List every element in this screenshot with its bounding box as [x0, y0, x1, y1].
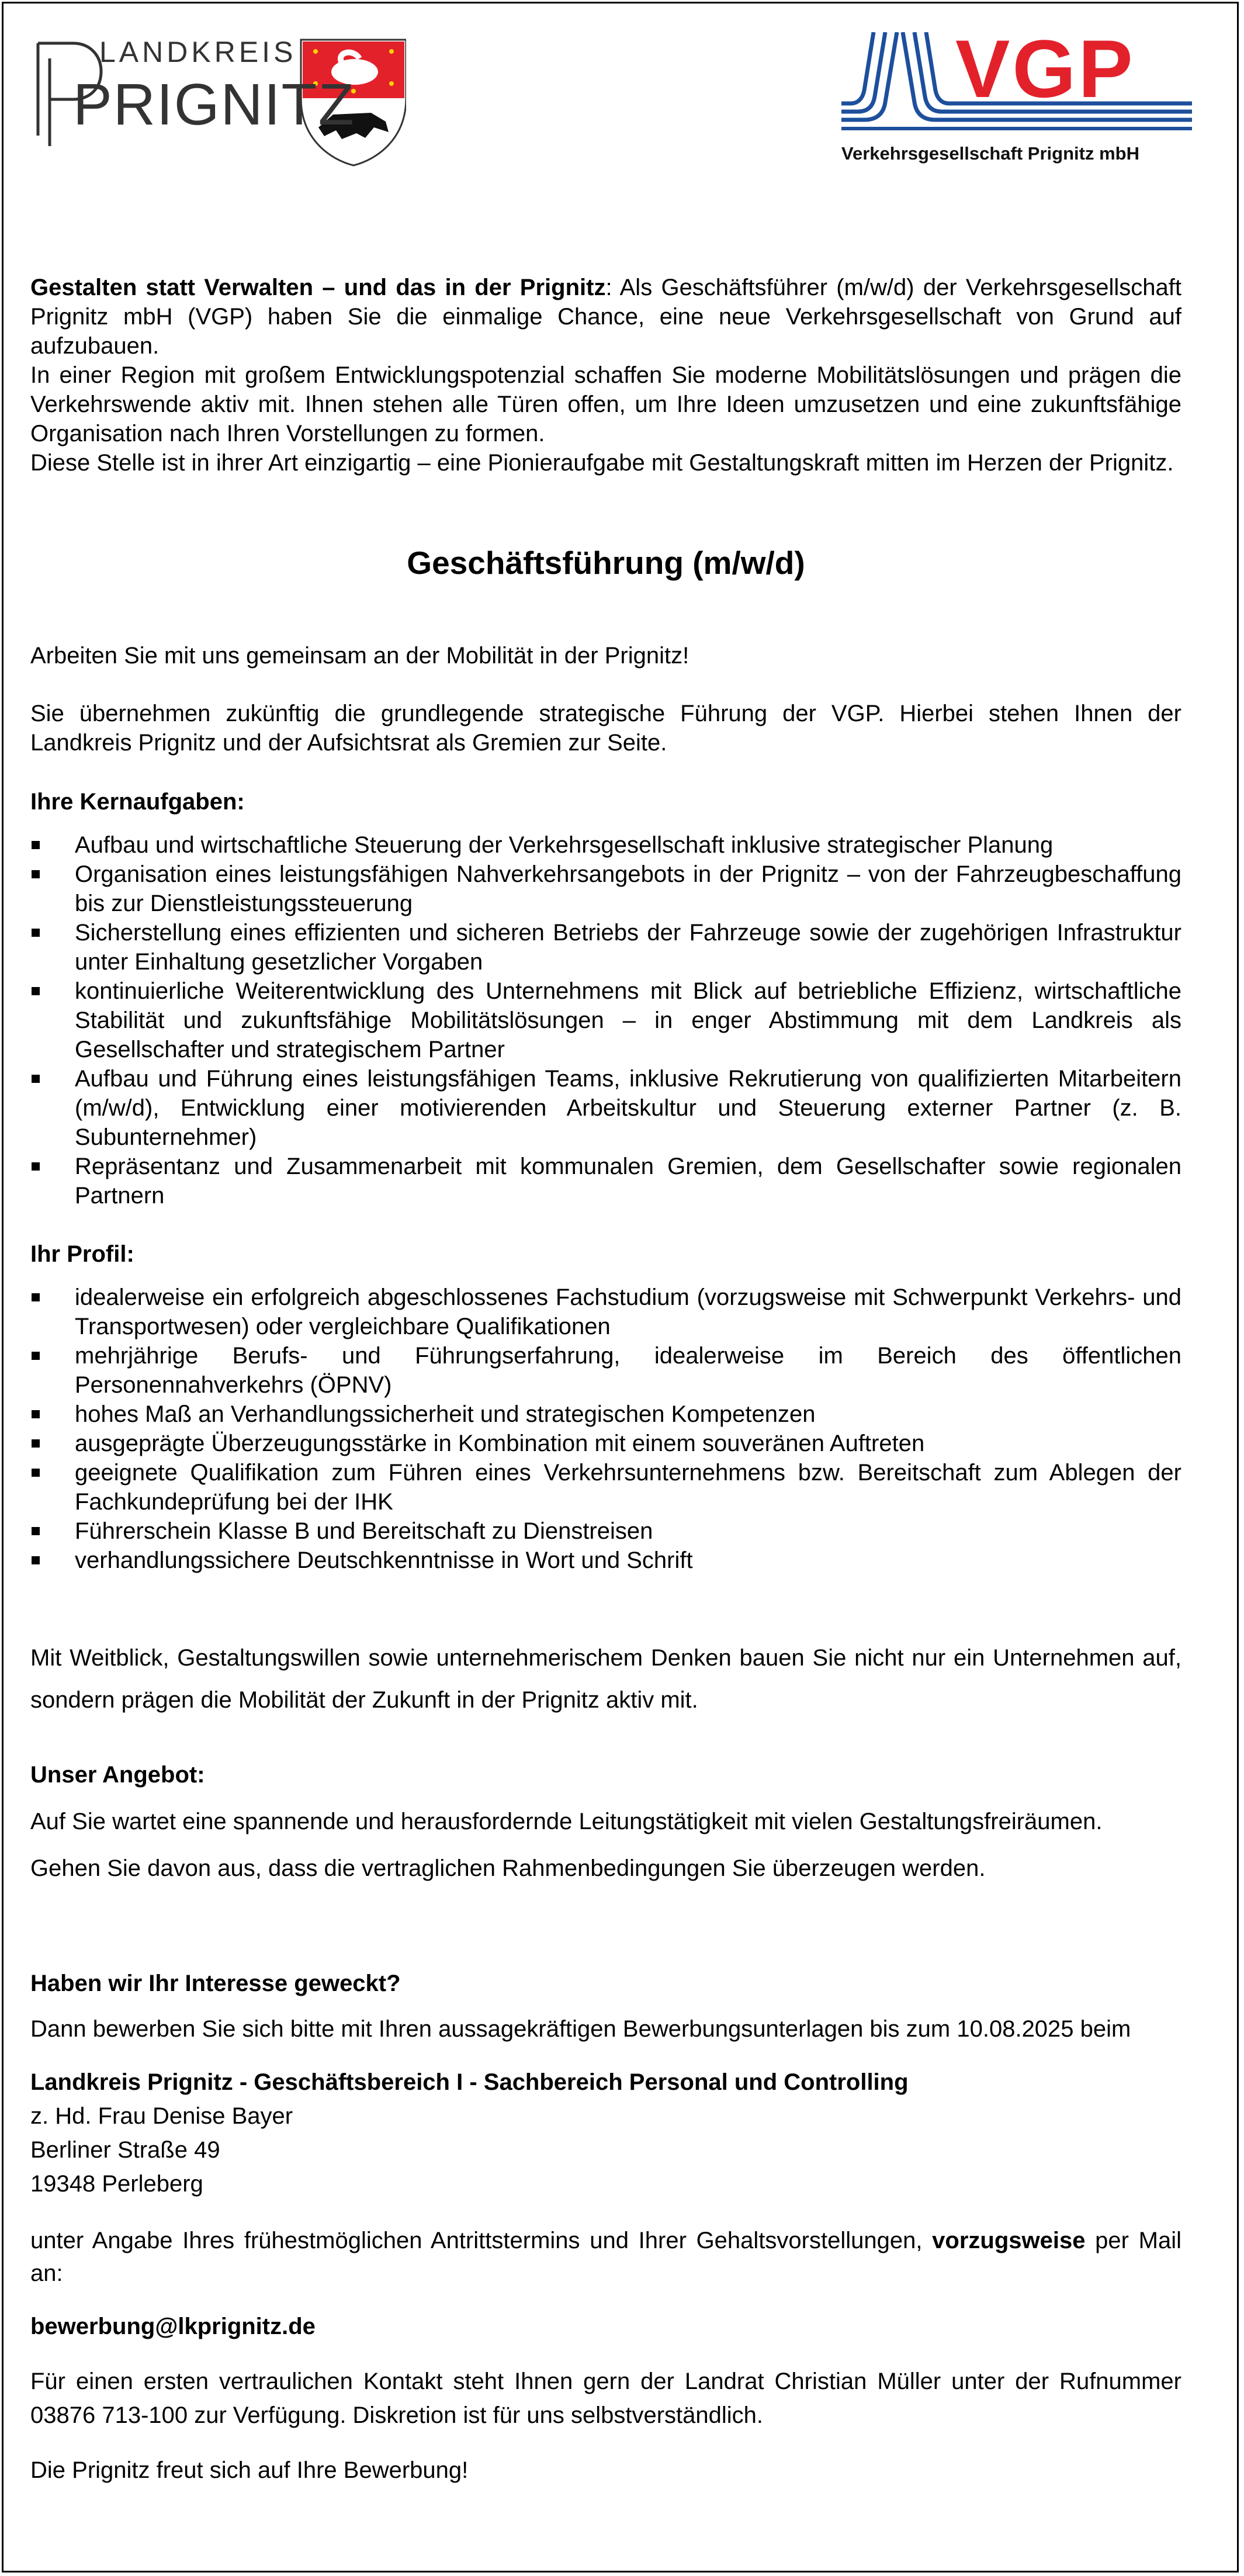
profile-heading: Ihr Profil: [30, 1241, 134, 1267]
landkreis-prignitz-logo [32, 35, 406, 169]
offer-paragraph-2: Gehen Sie davon aus, dass die vertraglichen Rahmenbedingungen Sie überzeugen werden. [30, 1855, 986, 1881]
list-item: verhandlungssichere Deutschkenntnisse in Wort und Schrift [30, 1546, 1181, 1575]
apply-paragraph-2 [30, 2224, 1181, 2290]
intro-lead-rest: : Als Geschäftsführer (m/w/d) der Verkehrsgesellschaft Prignitz mbH (VGP) haben Sie die einmalige Chance, eine neue Verkehrsgesellschaft von Grund auf aufzubauen. [30, 275, 1182, 359]
landkreis-logo-main-text: PRIGNITZ [73, 72, 355, 137]
profile-list [30, 1283, 1181, 1575]
list-item: Organisation eines leistungsfähigen Nahverkehrsangebots in der Prignitz – von der Fahrzeugbeschaffung bis zur Dienstleistungssteuerung [30, 860, 1181, 918]
intro-paragraph-3: Diese Stelle ist in ihrer Art einzigartig – eine Pionieraufgabe mit Gestaltungskraft mitten im Herzen der Prignitz. [30, 450, 1174, 476]
apply-heading: Haben wir Ihr Interesse geweckt? [30, 1971, 401, 1996]
apply-p2-start: unter Angabe Ihres frühestmöglichen Antrittstermins und Ihrer Gehaltsvorstellungen, [30, 2228, 933, 2253]
job-title: Geschäftsführung (m/w/d) [407, 545, 805, 581]
tasks-list [30, 830, 1181, 1210]
apply-p2-end: per Mail an: [30, 2228, 1182, 2286]
apply-closing: Die Prignitz freut sich auf Ihre Bewerbung! [30, 2457, 469, 2483]
list-item: hohes Maß an Verhandlungssicherheit und strategischen Kompetenzen [30, 1400, 1181, 1429]
vgp-logo [841, 23, 1192, 169]
apply-paragraph-1: Dann bewerben Sie sich bitte mit Ihren aussagekräftigen Bewerbungsunterlagen bis zum 10.08.2025 beim [30, 2016, 1131, 2042]
intro-paragraph-2: In einer Region mit großem Entwicklungspotenzial schaffen Sie moderne Mobilitätslösungen und prägen die Verkehrswende aktiv mit. Ihnen stehen alle Türen offen, um Ihre Ideen umzusetzen und eine zukunftsfähige Organisation nach Ihren Vorstellungen zu formen. [30, 362, 1181, 446]
address-org: Landkreis Prignitz - Geschäftsbereich I - Sachbereich Personal und Controlling [30, 2069, 909, 2095]
list-item: geeignete Qualifikation zum Führen eines Verkehrsunternehmens bzw. Bereitschaft zum Ablegen der Fachkundeprüfung bei der IHK [30, 1458, 1181, 1516]
apply-paragraph-3: Für einen ersten vertraulichen Kontakt steht Ihnen gern der Landrat Christian Müller unter der Rufnummer 03876 713-100 zur Verfügung. Diskretion ist für uns selbstverständlich. [30, 2369, 1181, 2428]
list-item: kontinuierliche Weiterentwicklung des Unternehmens mit Blick auf betriebliche Effizienz, wirtschaftliche Stabilität und zukunftsfähige Mobilitätslösungen – in enger Abstimmung mit dem Landkreis als Gesellschafter und strategischem Partner [30, 977, 1181, 1064]
vision-paragraph: Mit Weitblick, Gestaltungswillen sowie unternehmerischem Denken bauen Sie nicht nur ein Unternehmen auf, sondern prägen die Mobilität der Zukunft in der Prignitz aktiv mit. [30, 1645, 1181, 1713]
list-item: Repräsentanz und Zusammenarbeit mit kommunalen Gremien, dem Gesellschafter sowie regionalen Partnern [30, 1152, 1181, 1210]
apply-email-link[interactable]: bewerbung@lkprignitz.de [30, 2314, 316, 2339]
intro-section [30, 273, 1181, 477]
address-city: 19348 Perleberg [30, 2171, 203, 2197]
tasks-section [30, 787, 1181, 1210]
list-item: Aufbau und Führung eines leistungsfähigen Teams, inklusive Rekrutierung von qualifizierten Mitarbeitern (m/w/d), Entwicklung einer motivierenden Arbeitskultur und Steuerung externer Partner (z. B. Subunternehmer) [30, 1064, 1181, 1152]
profile-section [30, 1239, 1181, 1575]
address-street: Berliner Straße 49 [30, 2137, 220, 2163]
address-block [30, 2065, 1181, 2201]
vgp-logo-subtitle: Verkehrsgesellschaft Prignitz mbH [841, 143, 1139, 164]
list-item: mehrjährige Berufs- und Führungserfahrung, idealerweise im Bereich des öffentlichen Personennahverkehrs (ÖPNV) [30, 1341, 1181, 1400]
apply-p2-bold: vorzugsweise [932, 2228, 1086, 2253]
offer-section [30, 1760, 1181, 1883]
landkreis-logo-top-text: LANDKREIS [99, 36, 297, 68]
strategic-paragraph: Sie übernehmen zukünftig die grundlegende strategische Führung der VGP. Hierbei stehen Ihnen der Landkreis Prignitz und der Aufsichtsrat als Gremien zur Seite. [30, 701, 1181, 756]
list-item: Sicherstellung eines effizienten und sicheren Betriebs der Fahrzeuge sowie der zugehörigen Infrastruktur unter Einhaltung gesetzlicher Vorgaben [30, 918, 1181, 977]
tasks-heading: Ihre Kernaufgaben: [30, 789, 245, 815]
list-item: Führerschein Klasse B und Bereitschaft zu Dienstreisen [30, 1516, 1181, 1546]
vgp-logo-letters: VGP [955, 23, 1135, 115]
offer-heading: Unser Angebot: [30, 1762, 205, 1788]
list-item: Aufbau und wirtschaftliche Steuerung der Verkehrsgesellschaft inklusive strategischer Planung [30, 830, 1181, 860]
mobility-paragraph: Arbeiten Sie mit uns gemeinsam an der Mobilität in der Prignitz! [30, 643, 689, 669]
offer-paragraph-1: Auf Sie wartet eine spannende und herausfordernde Leitungstätigkeit mit vielen Gestaltungsfreiräumen. [30, 1809, 1103, 1834]
list-item: idealerweise ein erfolgreich abgeschlossenes Fachstudium (vorzugsweise mit Schwerpunkt Verkehrs- und Transportwesen) oder vergleichbare Qualifikationen [30, 1283, 1181, 1341]
address-attn: z. Hd. Frau Denise Bayer [30, 2103, 293, 2129]
intro-lead-bold: Gestalten statt Verwalten – und das in der Prignitz [30, 275, 606, 300]
intro-paragraph-1 [30, 273, 1181, 361]
list-item: ausgeprägte Überzeugungsstärke in Kombination mit einem souveränen Auftreten [30, 1429, 1181, 1458]
apply-section [30, 1969, 1181, 2485]
